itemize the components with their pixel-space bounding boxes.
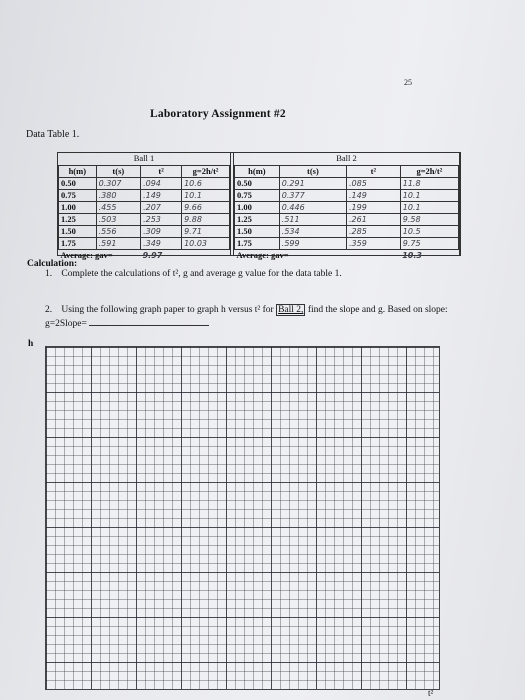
instruction-step-1	[45, 269, 342, 279]
table-row	[235, 226, 459, 238]
cell-t: .455	[96, 202, 140, 214]
cell-g: 10.1	[400, 190, 458, 202]
table-row	[59, 178, 230, 190]
cell-t: 0.377	[279, 190, 346, 202]
cell-g: 10.1	[182, 190, 230, 202]
col-header: g=2h/t²	[182, 166, 230, 178]
page-title: Laboratory Assignment #2	[150, 108, 286, 120]
data-table	[57, 152, 461, 260]
col-header: t(s)	[96, 166, 140, 178]
table-row	[59, 214, 230, 226]
cell-t: 0.291	[279, 178, 346, 190]
cell-h: 0.75	[235, 190, 280, 202]
cell-t2: .149	[141, 190, 182, 202]
cell-h: 1.00	[59, 202, 97, 214]
cell-h: 0.50	[235, 178, 280, 190]
answer-blank[interactable]	[89, 317, 209, 326]
cell-t2: .309	[141, 226, 182, 238]
cell-h: 1.50	[59, 226, 97, 238]
table-row	[59, 190, 230, 202]
ball1-table	[58, 153, 231, 260]
data-table-label: Data Table 1.	[26, 129, 80, 140]
calculation-heading: Calculation:	[27, 259, 78, 269]
x-axis-label: t²	[428, 688, 434, 698]
cell-g: 9.58	[400, 214, 458, 226]
cell-h: 0.75	[59, 190, 97, 202]
cell-h: 1.25	[235, 214, 280, 226]
col-header: h(m)	[59, 166, 97, 178]
ball1-caption: Ball 1	[133, 153, 155, 163]
cell-g: 9.75	[400, 238, 458, 250]
step-number: 1.	[45, 269, 53, 279]
cell-t: .591	[96, 238, 140, 250]
cell-t2: .207	[141, 202, 182, 214]
cell-g: 9.66	[182, 202, 230, 214]
cell-h: 1.00	[235, 202, 280, 214]
cell-t: .534	[279, 226, 346, 238]
ball2-table	[233, 153, 460, 260]
cell-t2: .149	[346, 190, 400, 202]
cell-t2: .199	[346, 202, 400, 214]
cell-h: 1.25	[59, 214, 97, 226]
cell-t: .599	[279, 238, 346, 250]
cell-t: 0.307	[96, 178, 140, 190]
table-row	[59, 238, 230, 250]
table-row	[235, 178, 459, 190]
cell-t2: .253	[141, 214, 182, 226]
table-row	[235, 202, 459, 214]
instruction-step-2	[45, 303, 465, 331]
cell-t2: .349	[141, 238, 182, 250]
col-header: t(s)	[279, 166, 346, 178]
average-value: 9.97	[141, 250, 230, 262]
step-text: Complete the calculations of t², g and average g value for the data table 1.	[61, 269, 342, 279]
cell-h: 0.50	[59, 178, 97, 190]
table-row	[235, 190, 459, 202]
cell-t2: .359	[346, 238, 400, 250]
cell-t2: .285	[346, 226, 400, 238]
step-text-a: Using the following graph paper to graph h versus t² for	[61, 305, 274, 315]
average-row	[235, 250, 459, 262]
col-header: t²	[141, 166, 182, 178]
cell-h: 1.50	[235, 226, 280, 238]
table-row	[59, 226, 230, 238]
page-number: 25	[404, 78, 412, 87]
step-number: 2.	[45, 305, 53, 315]
col-header: h(m)	[235, 166, 280, 178]
average-label: Average: gav=	[59, 250, 141, 262]
col-header: g=2h/t²	[400, 166, 458, 178]
cell-g: 9.88	[182, 214, 230, 226]
cell-g: 10.1	[400, 202, 458, 214]
average-label: Average: gav=	[235, 250, 401, 262]
cell-g: 11.8	[400, 178, 458, 190]
cell-t2: .094	[141, 178, 182, 190]
cell-t: .511	[279, 214, 346, 226]
cell-g: 9.71	[182, 226, 230, 238]
table-row	[59, 202, 230, 214]
cell-h: 1.75	[59, 238, 97, 250]
ball2-boxed-text: Ball 2,	[278, 305, 304, 315]
step-text-b: find the slope and g. Based on slope: g=2Slope=	[45, 305, 448, 329]
ball2-caption: Ball 2	[336, 153, 357, 163]
average-row	[59, 250, 230, 262]
cell-g: 10.6	[182, 178, 230, 190]
graph-paper[interactable]	[45, 346, 440, 690]
cell-g: 10.03	[182, 238, 230, 250]
cell-g: 10.5	[400, 226, 458, 238]
cell-t: 0.446	[279, 202, 346, 214]
cell-h: 1.75	[235, 238, 280, 250]
table-row	[235, 214, 459, 226]
col-header: t²	[346, 166, 400, 178]
table-row	[235, 238, 459, 250]
cell-t: .556	[96, 226, 140, 238]
y-axis-label: h	[28, 339, 34, 349]
cell-t2: .261	[346, 214, 400, 226]
cell-t: .503	[96, 214, 140, 226]
average-value: 10.3	[400, 250, 458, 262]
cell-t2: .085	[346, 178, 400, 190]
cell-t: .380	[96, 190, 140, 202]
